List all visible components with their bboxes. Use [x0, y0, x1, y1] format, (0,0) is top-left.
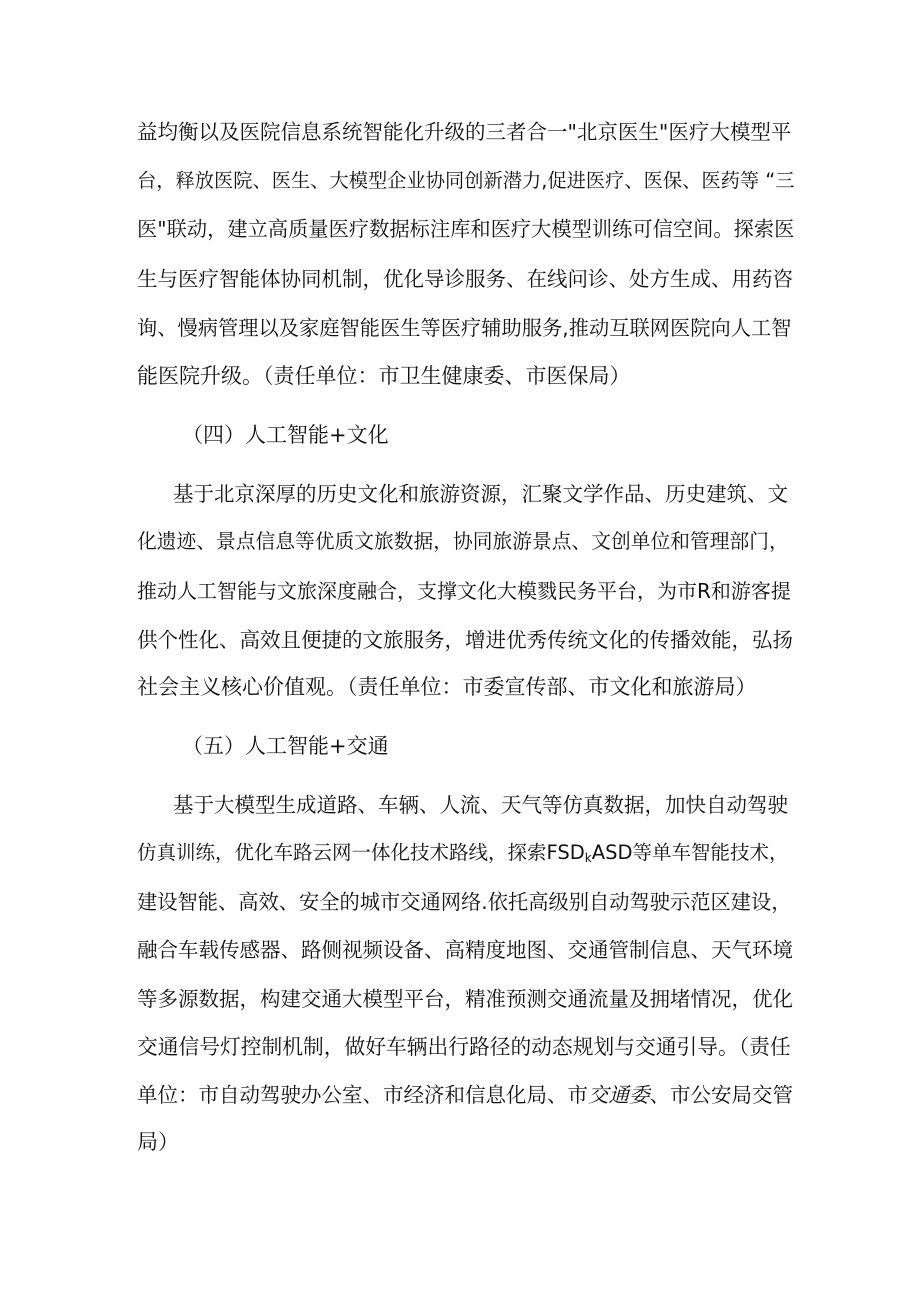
paragraph-line: 推动人工智能与文旅深度融合，支撑文化大模戮民务平台，为市R和游客提: [137, 579, 791, 603]
paragraph-text: ASD等单车智能技术，: [591, 841, 789, 864]
paragraph-line: 基于大模型生成道路、车辆、人流、天气等仿真数据，加快自动驾驶: [173, 793, 788, 817]
paragraph-line: [137, 838, 788, 868]
paragraph-line: 社会主义核心价值观。（责任单位：市委宣传部、市文化和旅游局）: [137, 675, 757, 699]
paragraph-line: 询、慢病管理以及家庭智能医生等医疗辅助服务,推动互联网医院向人工智: [137, 316, 792, 340]
paragraph-line: 台，释放医院、医生、大模型企业协同创新潜力,促进医疗、医保、医药等 “三: [137, 169, 795, 192]
paragraph-line: 生与医疗智能体协同机制，优化导诊服务、在线问诊、处方生成、用药咨: [137, 267, 793, 291]
paragraph-line: 等多源数据，构建交通大模型平台，精准预测交通流量及拥堵情况，优化: [137, 987, 793, 1011]
italic-text: 交通委: [588, 1083, 650, 1107]
paragraph-line: 化遗迹、景点信息等优质文旅数据，协同旅游景点、文创单位和管理部门，: [137, 530, 789, 553]
paragraph-line: 局）: [137, 1130, 179, 1154]
paragraph-line: 供个性化、高效且便捷的文旅服务，增进优秀传统文化的传播效能，弘扬: [137, 628, 793, 652]
paragraph-line: 基于北京深厚的历史文化和旅游资源，汇聚文学作品、历史建筑、文: [173, 482, 788, 506]
paragraph-text: 单位：市自动驾驶办公室、市经济和信息化局、市: [137, 1083, 588, 1107]
paragraph-line: 融合车载传感器、路侧视频设备、高精度地图、交通管制信息、天气环境: [137, 938, 793, 962]
paragraph-text: 、市公安局交管: [649, 1083, 793, 1107]
paragraph-line: 交通信号灯控制机制，做好车辆出行路径的动态规划与交通引导。（责任: [137, 1035, 791, 1059]
paragraph-line: 建设智能、高效、安全的城市交通网络.依托高级别自动驾驶示范区建设，: [137, 890, 792, 914]
paragraph-line: 益均衡以及医院信息系统智能化升级的三者合一"北京医生"医疗大模型平: [137, 120, 792, 144]
section-heading-culture: （四）人工智能+文化: [182, 423, 389, 447]
paragraph-text: 仿真训练，优化车路云网一体化技术路线，探索FSD: [137, 841, 585, 864]
paragraph-line: 医"联动，建立高质量医疗数据标注库和医疗大模型训练可信空间。探索医: [137, 217, 795, 241]
subscript-text: k: [584, 851, 592, 865]
section-heading-transport: （五）人工智能+交通: [182, 734, 389, 758]
paragraph-line: 能医院升级。（责任单位：市卫生健康委、市医保局）: [137, 364, 631, 388]
paragraph-line: [137, 1080, 793, 1110]
